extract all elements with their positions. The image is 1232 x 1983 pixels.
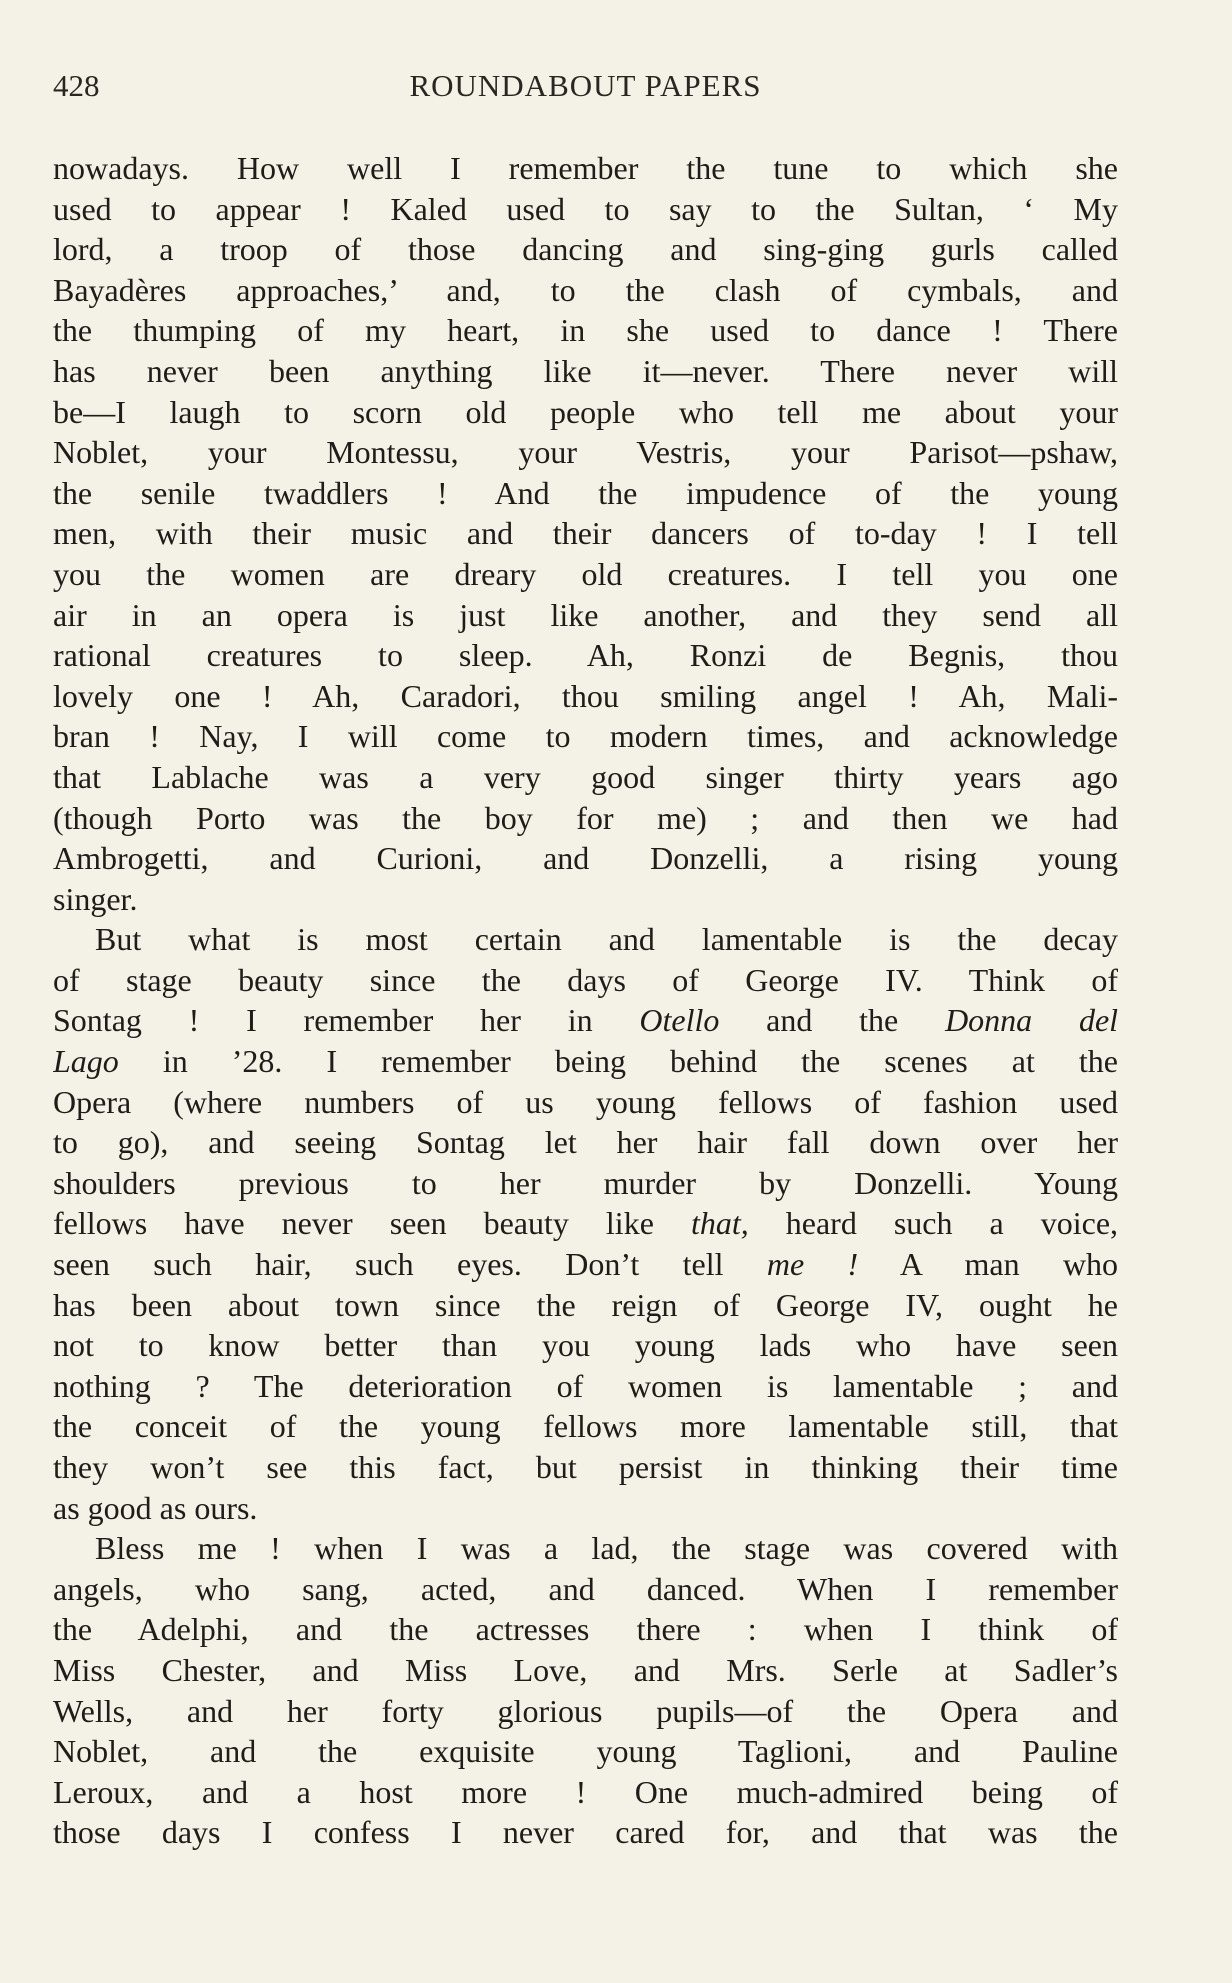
text-line: men, with their music and their dancers of to-day ! I tell xyxy=(53,515,1118,552)
text-line: of stage beauty since the days of George IV. Think of xyxy=(53,961,1118,998)
text-line: Bayadères approaches,’ and, to the clash of cymbals, and xyxy=(53,271,1118,308)
text-segment: in ’28. I remember being behind the scenes at the xyxy=(162,1043,1118,1080)
text-line: be—I laugh to scorn old people who tell me about your xyxy=(53,393,1118,430)
text-line: the thumping of my heart, in she used to dance ! There xyxy=(53,312,1118,349)
text-line: air in an opera is just like another, and they send all xyxy=(53,596,1118,633)
text-line: nowadays. How well I remember the tune to which she xyxy=(53,150,1118,186)
text-line: Ambrogetti, and Curioni, and Donzelli, a rising young xyxy=(53,840,1118,877)
paragraph-2 xyxy=(53,919,1118,1528)
text-line: that Lablache was a very good singer thirty years ago xyxy=(53,758,1118,795)
text-line: rational creatures to sleep. Ah, Ronzi de Begnis, thou xyxy=(53,637,1118,674)
paragraph-1 xyxy=(53,148,1118,919)
text-line: angels, who sang, acted, and danced. When I remember xyxy=(53,1570,1118,1607)
italic-title: Lago xyxy=(53,1043,119,1080)
text-line: Leroux, and a host more ! One much-admired being of xyxy=(53,1773,1118,1810)
text-line: Wells, and her forty glorious pupils—of the Opera and xyxy=(53,1692,1118,1729)
text-line: used to appear ! Kaled used to say to the Sultan, ‘ My xyxy=(53,190,1118,227)
text-line: as good as ours. xyxy=(53,1489,258,1526)
running-title: ROUNDABOUT PAPERS xyxy=(409,68,762,103)
text-line xyxy=(53,1203,1118,1244)
text-segment: fellows have never seen beauty like xyxy=(53,1205,654,1242)
italic-title: Donna del xyxy=(945,1002,1118,1039)
text-line: the Adelphi, and the actresses there : when I think of xyxy=(53,1611,1118,1648)
text-segment: heard such a voice, xyxy=(785,1205,1118,1242)
page-number: 428 xyxy=(53,68,100,103)
text-line: shoulders previous to her murder by Donzelli. Young xyxy=(53,1164,1118,1201)
text-line: has never been anything like it—never. There never will xyxy=(53,352,1118,389)
text-line: not to know better than you young lads who have seen xyxy=(53,1327,1118,1364)
text-line: Noblet, and the exquisite young Taglioni, and Pauline xyxy=(53,1733,1118,1770)
italic-emphasis: that, xyxy=(690,1205,749,1242)
text-line xyxy=(53,1041,1118,1082)
text-line: nothing ? The deterioration of women is lamentable ; and xyxy=(53,1367,1118,1404)
text-segment: A man who xyxy=(899,1246,1118,1283)
text-line: to go), and seeing Sontag let her hair fall down over her xyxy=(53,1124,1118,1161)
text-line: you the women are dreary old creatures. I tell you one xyxy=(53,555,1118,592)
text-line: bran ! Nay, I will come to modern times, and acknowledge xyxy=(53,718,1118,755)
text-line: Bless me ! when I was a lad, the stage was covered with xyxy=(95,1530,1118,1567)
text-line: Miss Chester, and Miss Love, and Mrs. Serle at Sadler’s xyxy=(53,1651,1118,1688)
text-line: has been about town since the reign of George IV, ought he xyxy=(53,1286,1118,1323)
text-line: (though Porto was the boy for me) ; and then we had xyxy=(53,799,1118,836)
text-line: lovely one ! Ah, Caradori, thou smiling angel ! Ah, Mali- xyxy=(53,677,1118,714)
text-segment: Sontag ! I remember her in xyxy=(53,1002,593,1039)
page-header xyxy=(53,68,1118,112)
paragraph-3 xyxy=(53,1528,1118,1853)
text-line: But what is most certain and lamentable is the decay xyxy=(95,921,1118,958)
text-line: they won’t see this fact, but persist in thinking their time xyxy=(53,1449,1118,1485)
text-line xyxy=(53,1244,1118,1285)
text-line: the conceit of the young fellows more lamentable still, that xyxy=(53,1408,1118,1445)
italic-emphasis: me ! xyxy=(766,1246,859,1283)
text-segment: and the xyxy=(766,1002,899,1039)
text-line: the senile twaddlers ! And the impudence of the young xyxy=(53,474,1118,511)
text-line: lord, a troop of those dancing and sing-ging gurls called xyxy=(53,231,1118,268)
body-text xyxy=(53,148,1118,1853)
text-segment: seen such hair, such eyes. Don’t tell xyxy=(53,1246,724,1283)
text-line: Noblet, your Montessu, your Vestris, your Parisot—pshaw, xyxy=(53,434,1118,471)
text-line: Opera (where numbers of us young fellows of fashion used xyxy=(53,1083,1118,1120)
text-line: those days I confess I never cared for, and that was the xyxy=(53,1814,1118,1851)
text-line: singer. xyxy=(53,880,138,917)
italic-title: Otello xyxy=(639,1002,720,1039)
text-line xyxy=(53,1000,1118,1041)
